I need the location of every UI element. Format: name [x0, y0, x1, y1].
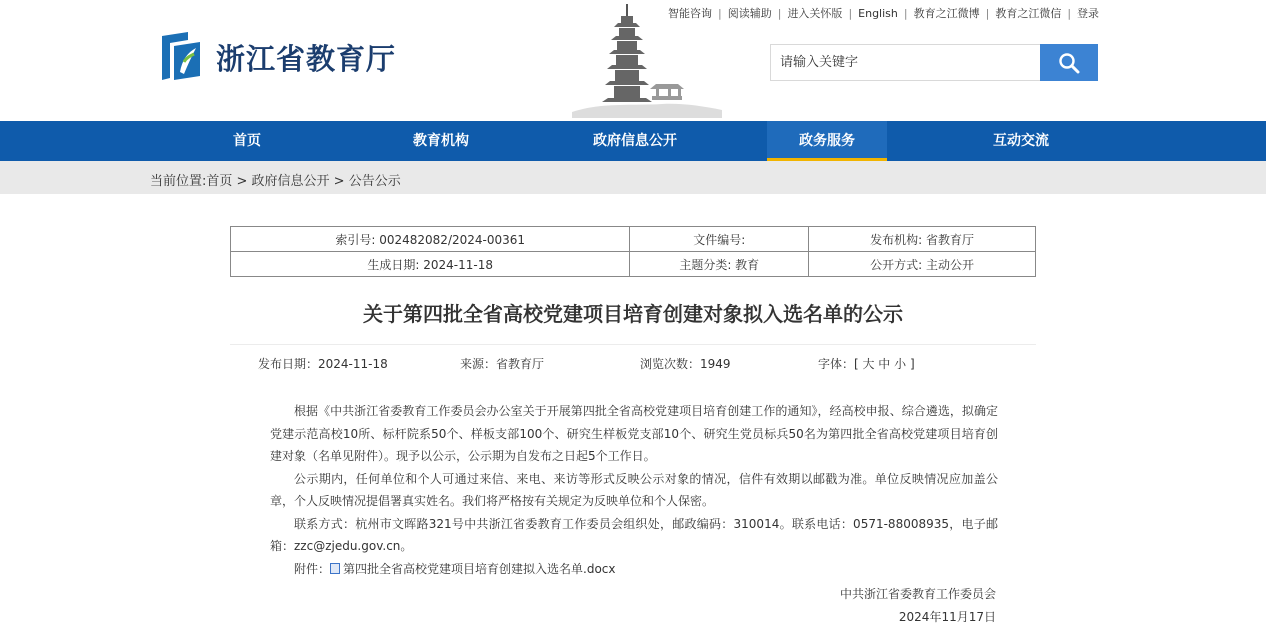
toplink-care-version[interactable]: 进入关怀版: [787, 7, 843, 20]
attachment-line: [270, 558, 998, 581]
signature-date: 2024年11月17日: [898, 610, 996, 624]
divider: |: [848, 6, 853, 20]
site-header: [0, 0, 1266, 121]
search-input[interactable]: [770, 44, 1040, 81]
attachment-label: 附件：: [294, 561, 331, 576]
meta-created: 生成日期: 2024-11-18: [231, 252, 630, 277]
toplink-reading-aid[interactable]: 阅读辅助: [727, 7, 772, 20]
attachment-link[interactable]: 第四批全省高校党建项目培育创建拟入选名单.docx: [343, 561, 616, 576]
docx-file-icon: [330, 563, 340, 574]
divider: |: [718, 6, 722, 20]
table-row: [231, 227, 1036, 252]
divider: |: [777, 6, 782, 20]
nav-item-gov-info[interactable]: 政府信息公开: [593, 133, 677, 149]
meta-open-mode: 公开方式: 主动公开: [809, 252, 1036, 277]
toplink-english[interactable]: English: [858, 6, 898, 20]
meta-topic: 主题分类: 教育: [630, 252, 809, 277]
paragraph: 根据《中共浙江省委教育工作委员会办公室关于开展第四批全省高校党建项目培育创建工作的通知》，经高校申报、综合遴选，拟确定党建示范高校10所、标杆院系50个、样板支部100个、研究生样板党支部10个、研究生党员标兵50名为第四批全省高校党建项目培育创建对象（名单见附件）。现予以公示，公示期为自发布之日起5个工作日。: [270, 404, 998, 463]
breadcrumb-bar: [0, 161, 1266, 194]
signature-org: 中共浙江省委教育工作委员会: [839, 587, 996, 601]
zhejiang-education-logo-icon: [158, 32, 204, 82]
divider: |: [903, 6, 908, 20]
nav-item-home[interactable]: 首页: [233, 133, 261, 149]
paragraph: 联系方式：杭州市文晖路321号中共浙江省委教育工作委员会组织处，邮政编码：310014。联系电话：0571-88008935，电子邮箱：zzc@zjedu.gov.cn。: [270, 516, 998, 553]
paragraph: 公示期内，任何单位和个人可通过来信、来电、来访等形式反映公示对象的情况，信件有效期以邮戳为准。单位反映情况应加盖公章，个人反映情况提倡署真实姓名。我们将严格按有关规定为反映单位和个人保密。: [270, 471, 998, 508]
toplink-weibo[interactable]: 教育之江微博: [913, 7, 980, 20]
search-button[interactable]: [1040, 44, 1098, 81]
top-links: [668, 5, 1099, 21]
main-nav: [0, 121, 1266, 161]
nav-item-services[interactable]: 政务服务: [767, 121, 887, 161]
meta-doc-no: 文件编号:: [630, 227, 809, 252]
view-count: 浏览次数：1949: [640, 357, 731, 371]
divider: |: [985, 6, 990, 20]
font-size-switcher[interactable]: 字体：[ 大 中 小 ]: [818, 357, 915, 371]
meta-index-no: 索引号: 002482082/2024-00361: [231, 227, 630, 252]
toplink-wechat[interactable]: 教育之江微信: [995, 7, 1062, 20]
site-name: 浙江省教育厅: [216, 41, 397, 76]
search-bar: [770, 44, 1098, 81]
document-meta-table: [230, 226, 1036, 277]
site-logo[interactable]: [158, 32, 396, 82]
search-icon: [1058, 52, 1080, 74]
article-body: [270, 400, 998, 580]
divider: |: [1067, 6, 1072, 20]
breadcrumb[interactable]: 当前位置:首页 > 政府信息公开 > 公告公示: [150, 174, 401, 189]
meta-publisher: 发布机构: 省教育厅: [809, 227, 1036, 252]
article-source: 来源：省教育厅: [460, 357, 545, 371]
publish-date: 发布日期：2024-11-18: [258, 357, 388, 371]
nav-item-institutions[interactable]: 教育机构: [413, 133, 469, 149]
article-info-bar: [230, 344, 1036, 376]
nav-item-interaction[interactable]: 互动交流: [993, 133, 1049, 149]
toplink-login[interactable]: 登录: [1077, 7, 1100, 20]
article-title: 关于第四批全省高校党建项目培育创建对象拟入选名单的公示: [363, 302, 903, 326]
toplink-smart-consult[interactable]: 智能咨询: [668, 7, 712, 20]
table-row: [231, 252, 1036, 277]
